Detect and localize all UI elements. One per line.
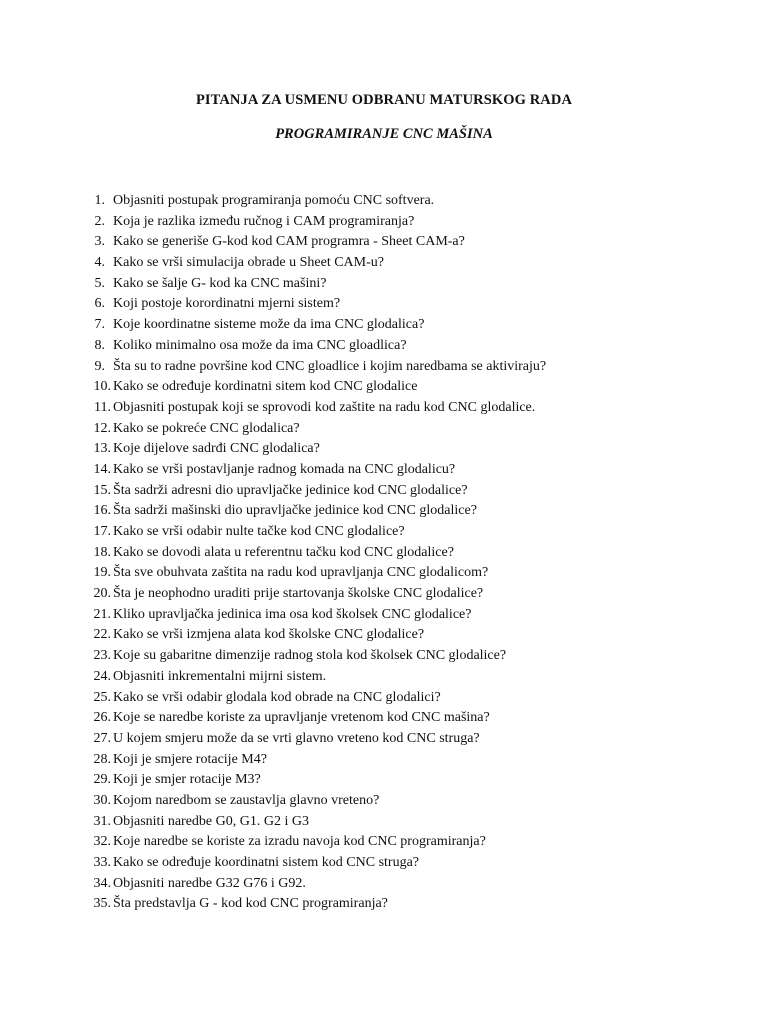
question-text: Koje su gabaritne dimenzije radnog stola kod školsek CNC glodalice? [113,648,507,664]
question-text: Koliko minimalno osa može da ima CNC gloadlica? [113,337,407,353]
question-text: Šta sadrži adresni dio upravljačke jedinice kod CNC glodalice? [113,482,468,498]
question-text: Šta sadrži mašinski dio upravljačke jedinice kod CNC glodalice? [113,503,477,519]
question-item [84,646,546,667]
question-text: Objasniti naredbe G32 G76 i G92. [113,875,306,891]
question-item [84,729,546,750]
question-text: Kako se pokreće CNC glodalica? [113,420,300,436]
question-text: Koje naredbe se koriste za izradu navoja kod CNC programiranja? [113,834,486,850]
question-text: Objasniti inkrementalni mijrni sistem. [113,668,327,684]
question-text: Objasniti postupak koji se sprovodi kod zaštite na radu kod CNC glodalice. [113,399,536,415]
question-item [84,791,546,812]
question-number: 34. [93,875,111,891]
question-item [84,688,546,709]
question-text: Kako se vrši simulacija obrade u Sheet CAM-u? [113,255,384,271]
question-text: Koje koordinatne sisteme može da ima CNC glodalica? [113,317,425,333]
question-number: 4. [94,255,105,271]
question-text: Kako se određuje koordinatni sistem kod CNC struga? [113,855,420,870]
question-text: Kako se vrši odabir glodala kod obrade na CNC glodalici? [113,689,441,705]
question-text: Koji je smjer rotacije M3? [113,772,261,788]
question-text: Koje se naredbe koriste za upravljanje vretenom kod CNC mašina? [113,710,490,726]
question-item [84,212,546,233]
question-item [84,770,546,791]
question-text: Kojom naredbom se zaustavlja glavno vreteno? [113,792,380,808]
question-number: 16. [93,503,111,519]
question-item [84,294,546,315]
question-item [84,377,546,398]
question-item [84,439,546,460]
question-number: 3. [94,234,105,250]
question-number: 12. [93,420,111,436]
question-item [84,315,546,336]
question-item [84,708,546,729]
question-item [84,419,546,440]
question-text: Kliko upravljačka jedinica ima osa kod školsek CNC glodalice? [113,606,472,622]
question-text: Objasniti naredbe G0, G1. G2 i G3 [113,813,309,829]
document-subtitle: PROGRAMIRANJE CNC MAŠINA [275,126,493,142]
question-number: 15. [93,482,111,498]
question-number: 19. [93,565,111,581]
question-text: Koji postoje korordinatni mjerni sistem? [113,296,341,312]
question-number: 18. [93,544,111,560]
question-text: Šta sve obuhvata zaštita na radu kod upravljanja CNC glodalicom? [113,565,489,581]
question-text: Kako se generiše G-kod kod CAM programra - Sheet CAM-a? [113,234,465,250]
question-number: 23. [93,648,111,664]
question-number: 22. [93,627,111,643]
question-item [84,357,546,378]
question-item [84,625,546,646]
question-item [84,398,546,419]
question-number: 7. [94,317,105,333]
question-item [84,667,546,688]
question-number: 2. [94,213,105,229]
question-text: Kako se vrši postavljanje radnog komada na CNC glodalicu? [113,461,456,477]
question-item [84,874,546,895]
question-item [84,191,546,212]
question-item [84,522,546,543]
question-number: 27. [93,730,111,746]
question-number: 1. [94,193,105,208]
question-number: 17. [93,524,111,539]
question-item [84,584,546,605]
question-number: 25. [93,689,111,705]
question-item [84,812,546,833]
question-number: 35. [93,896,111,912]
question-item [84,853,546,874]
question-item [84,336,546,357]
question-number: 24. [93,668,111,684]
question-number: 11. [94,399,111,415]
question-item [84,832,546,853]
question-text: Koja je razlika između ručnog i CAM programiranja? [113,213,415,229]
question-text: Koje dijelove sadrđi CNC glodalica? [113,441,320,457]
question-item [84,501,546,522]
question-item [84,232,546,253]
question-text: Koji je smjere rotacije M4? [113,751,267,767]
question-item [84,481,546,502]
question-text: Kako se dovodi alata u referentnu tačku kod CNC glodalice? [113,544,454,560]
question-number: 33. [93,855,111,870]
question-list [84,191,546,915]
question-number: 5. [94,275,105,291]
question-number: 32. [93,834,111,850]
question-number: 9. [94,358,105,374]
question-item [84,563,546,584]
question-text: Kako se određuje kordinatni sitem kod CNC glodalice [113,379,418,395]
question-number: 20. [93,586,111,602]
question-text: U kojem smjeru može da se vrti glavno vreteno kod CNC struga? [113,730,480,746]
question-number: 21. [93,606,111,622]
question-number: 6. [94,296,105,312]
question-item [84,605,546,626]
question-text: Kako se vrši izmjena alata kod školske CNC glodalice? [113,627,425,643]
question-item [84,253,546,274]
question-item [84,894,546,915]
question-text: Objasniti postupak programiranja pomoću CNC softvera. [113,193,435,208]
question-text: Kako se vrši odabir nulte tačke kod CNC glodalice? [113,524,405,539]
question-item [84,460,546,481]
question-number: 29. [93,772,111,788]
question-number: 10. [93,379,111,395]
question-number: 30. [93,792,111,808]
question-number: 26. [93,710,111,726]
question-number: 28. [93,751,111,767]
question-text: Šta su to radne površine kod CNC gloadlice i kojim naredbama se aktiviraju? [113,358,547,374]
document-title: PITANJA ZA USMENU ODBRANU MATURSKOG RADA [195,92,573,108]
question-number: 8. [94,337,105,353]
question-text: Šta predstavlja G - kod kod CNC programiranja? [113,896,388,912]
question-text: Kako se šalje G- kod ka CNC mašini? [113,275,327,291]
question-item [84,274,546,295]
question-item [84,750,546,771]
question-text: Šta je neophodno uraditi prije startovanja školske CNC glodalice? [113,586,484,602]
question-number: 31. [93,813,111,829]
question-item [84,543,546,564]
question-number: 14. [93,461,111,477]
question-number: 13. [93,441,111,457]
